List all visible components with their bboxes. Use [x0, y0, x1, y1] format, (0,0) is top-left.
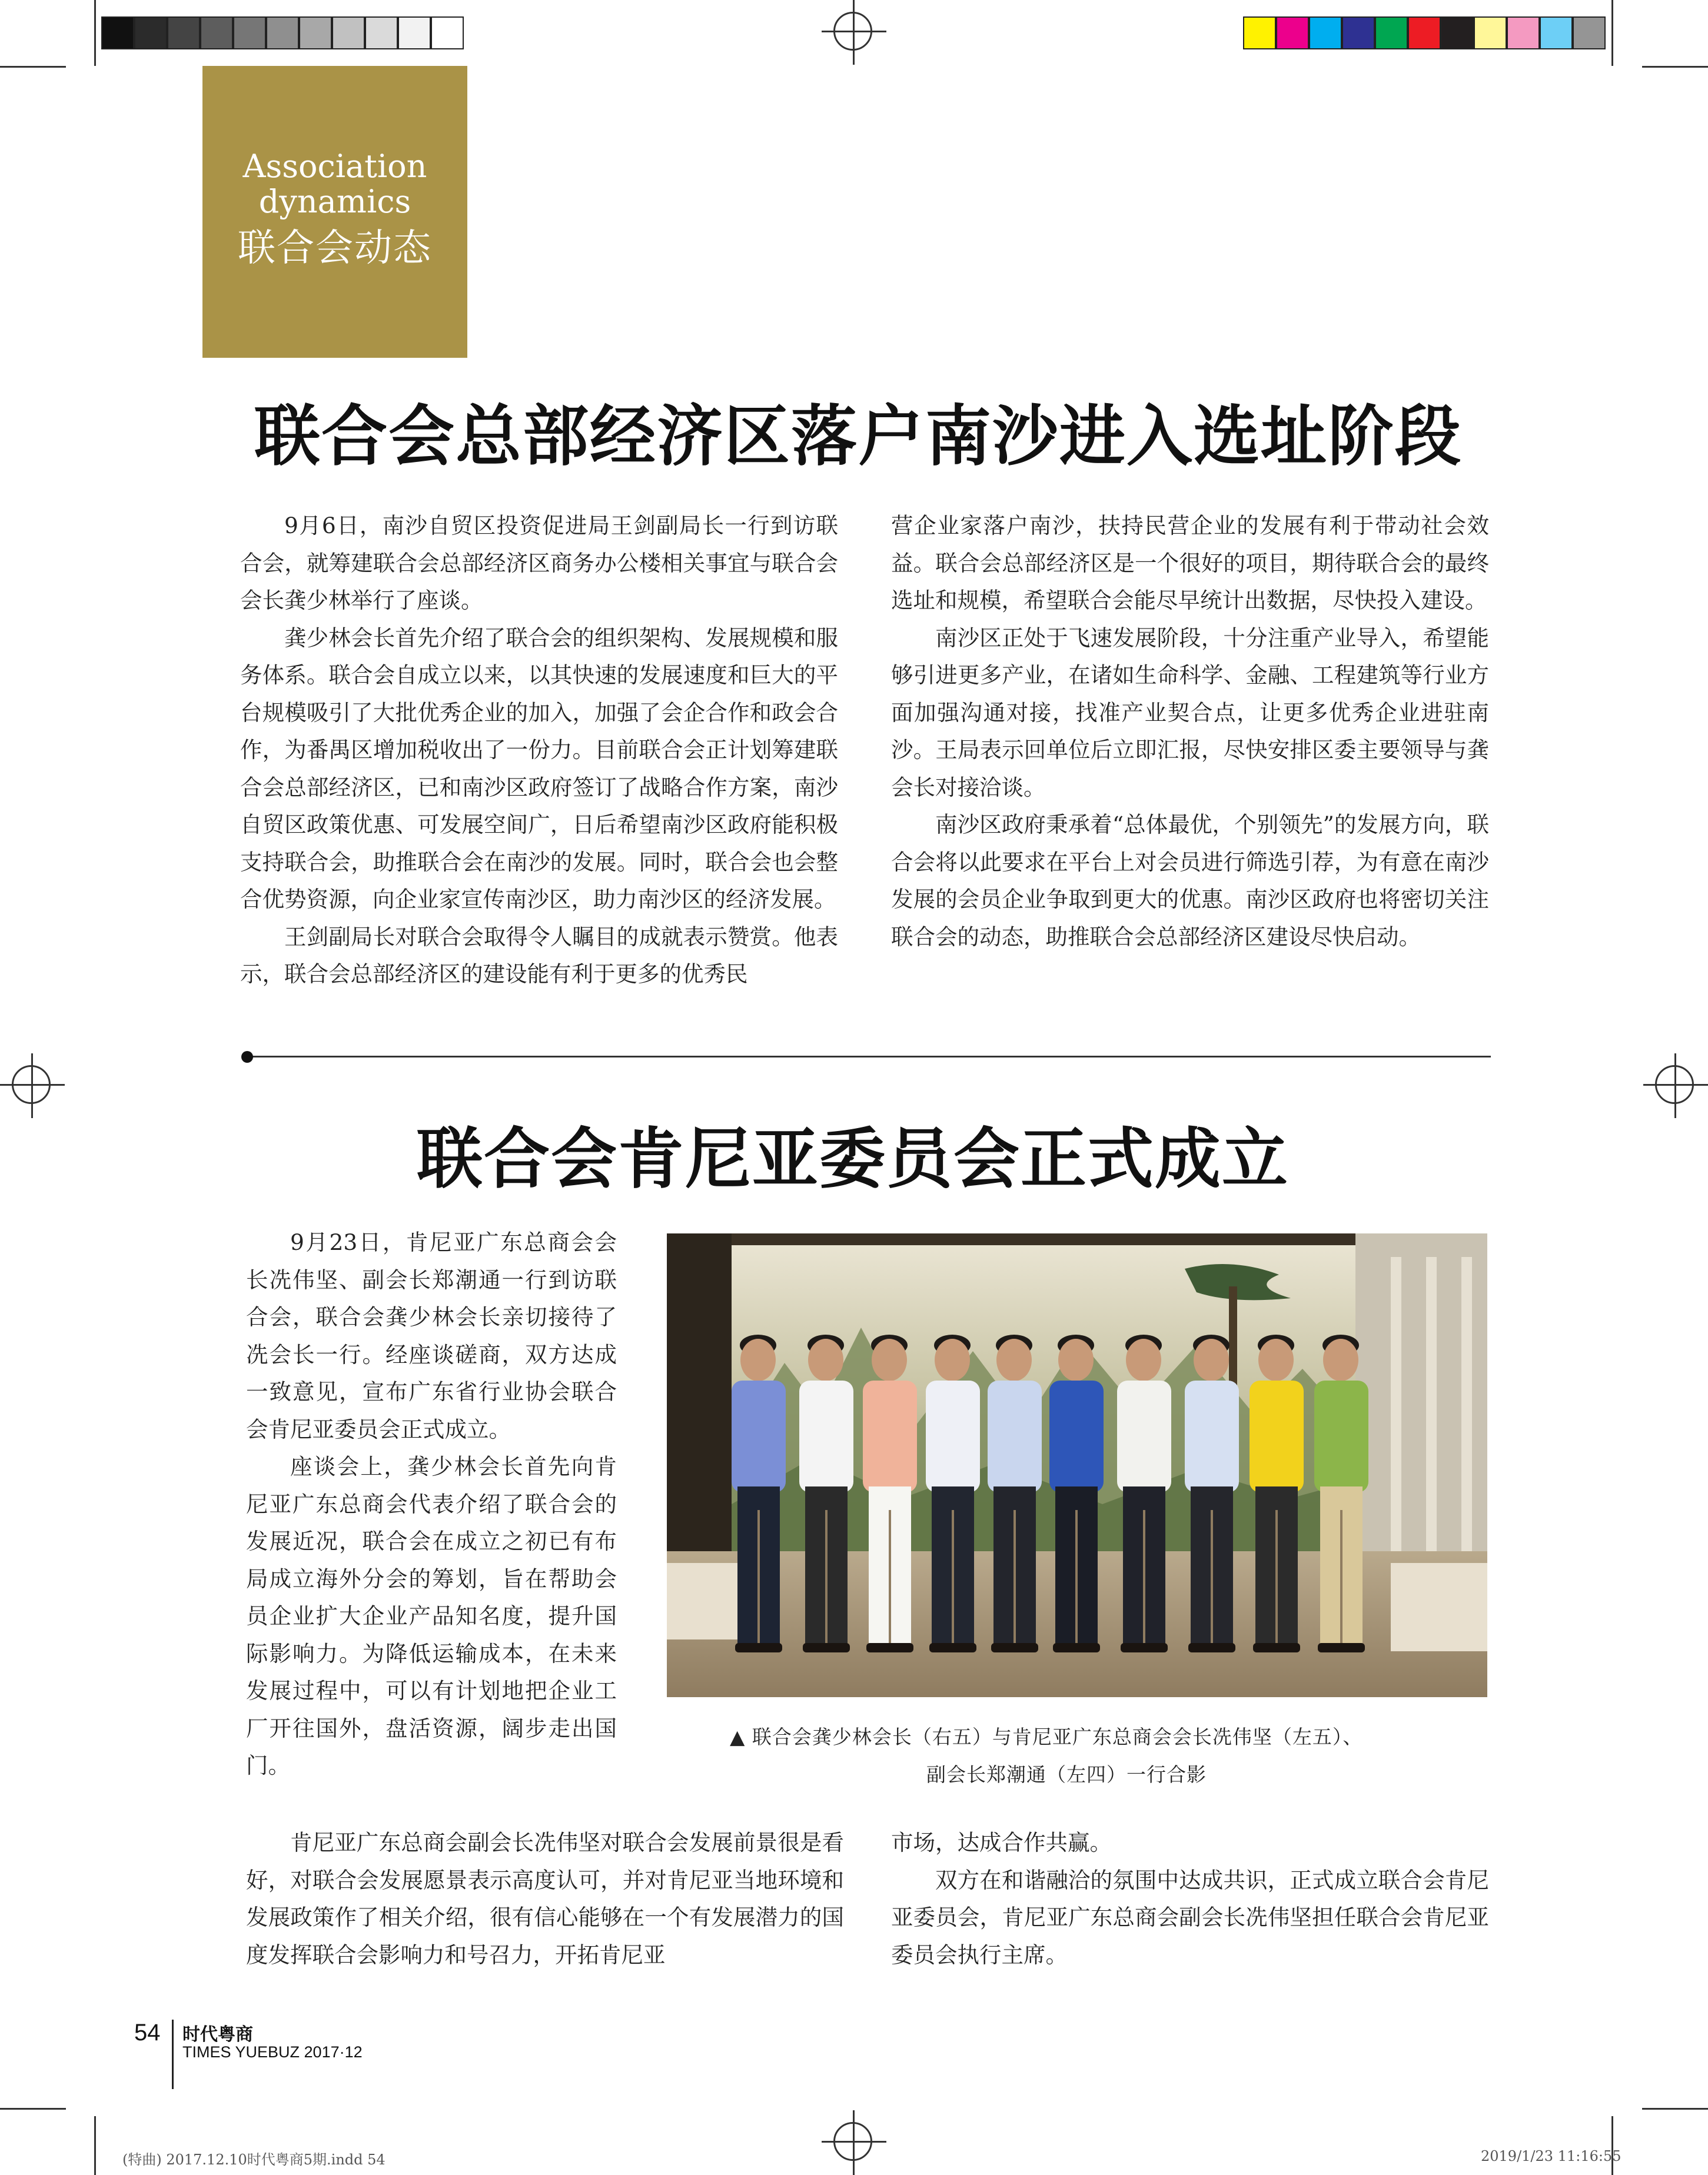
- article2-title: 联合会肯尼亚委员会正式成立: [417, 1120, 1289, 1198]
- registration-mark-right: [1643, 1053, 1708, 1118]
- color-swatch: [1540, 16, 1573, 49]
- paragraph: 双方在和谐融洽的氛围中达成共识，正式成立联合会肯尼亚委员会，肯尼亚广东总商会副会长冼伟坚担任联合会肯尼亚委员会执行主席。: [891, 1867, 1489, 1968]
- paragraph: 市场，达成合作共赢。: [891, 1830, 1112, 1855]
- color-swatch: [1408, 16, 1441, 49]
- color-swatch: [1474, 16, 1507, 49]
- page-number: 54: [134, 2020, 161, 2046]
- paragraph: 9月23日，肯尼亚广东总商会会长冼伟坚、副会长郑潮通一行到访联合会，联合会龚少林会长亲切接待了冼会长一行。经座谈磋商，双方达成一致意见，宣布广东省行业协会联合会肯尼亚委员会正式成立。: [246, 1229, 617, 1442]
- section-label-en-line1: Association: [242, 148, 427, 185]
- paragraph: 座谈会上，龚少林会长首先向肯尼亚广东总商会代表介绍了联合会的发展近况，联合会在成立之初已有布局成立海外分会的筹划，旨在帮助会员企业扩大企业产品知名度，提升国际影响力。为降低运输成本，在未来发展过程中，可以有计划地把企业工厂开往国外，盘活资源，阔步走出国门。: [246, 1454, 617, 1778]
- paragraph: 龚少林会长首先介绍了联合会的组织架构、发展规模和服务体系。联合会自成立以来，以其快速的发展速度和巨大的平台规模吸引了大批优秀企业的加入，加强了会企合作和政会合作，为番禺区增加税收出了一份力。目前联合会正计划筹建联合会总部经济区，已和南沙区政府签订了战略合作方案，南沙自贸区政策优惠、可发展空间广，日后希望南沙区政府能积极支持联合会，助推联合会在南沙的发展。同时，联合会也会整合优势资源，向企业家宣传南沙区，助力南沙区的经济发展。: [240, 624, 838, 912]
- photo-caption-line2: 副会长郑潮通（左四）一行合影: [926, 1763, 1207, 1786]
- photo-person: [988, 1335, 1042, 1652]
- color-swatch: [1507, 16, 1540, 49]
- crop-mark-tr-h: [1642, 66, 1708, 68]
- crop-mark-tl-h: [0, 66, 66, 68]
- section-label-block: [202, 66, 467, 358]
- article1-col1: [240, 507, 838, 993]
- color-swatch: [332, 16, 365, 49]
- color-swatch: [1573, 16, 1606, 49]
- photo-person: [1250, 1335, 1304, 1652]
- photo-person: [732, 1335, 786, 1652]
- color-swatch: [398, 16, 431, 49]
- crop-mark-br-h: [1642, 2108, 1708, 2110]
- section-label-en-line2: dynamics: [258, 183, 411, 220]
- group-photo: [667, 1233, 1487, 1697]
- color-swatch: [134, 16, 167, 49]
- paragraph: 营企业家落户南沙，扶持民营企业的发展有利于带动社会效益。联合会总部经济区是一个很好的项目，期待联合会的最终选址和规模，希望联合会能尽早统计出数据，尽快投入建设。: [891, 513, 1489, 613]
- paragraph: 王剑副局长对联合会取得令人瞩目的成就表示赞赏。他表示，联合会总部经济区的建设能有利于更多的优秀民: [240, 923, 838, 987]
- article-divider: [246, 1056, 1491, 1057]
- article2-side-column: [246, 1224, 617, 1785]
- color-swatch: [299, 16, 332, 49]
- article1-col2: [891, 507, 1489, 956]
- color-swatch: [1342, 16, 1375, 49]
- slug-timestamp: 2019/1/23 11:16:55: [1481, 2148, 1621, 2164]
- magazine-name-en: TIMES YUEBUZ 2017·12: [182, 2043, 363, 2061]
- paragraph: 9月6日，南沙自贸区投资促进局王剑副局长一行到访联合会，就筹建联合会总部经济区商务办公楼相关事宜与联合会会长龚少林举行了座谈。: [240, 513, 838, 613]
- paragraph: 南沙区政府秉承着“总体最优，个别领先”的发展方向，联合会将以此要求在平台上对会员进行筛选引荐，为有意在南沙发展的会员企业争取到更大的优惠。南沙区政府也将密切关注联合会的动态，助推联合会总部经济区建设尽快启动。: [891, 812, 1489, 950]
- paragraph: 南沙区正处于飞速发展阶段，十分注重产业导入，希望能够引进更多产业，在诸如生命科学、金融、工程建筑等行业方面加强沟通对接，找准产业契合点，让更多优秀企业进驻南沙。王局表示回单位后立即汇报，尽快安排区委主要领导与龚会长对接洽谈。: [891, 624, 1489, 800]
- section-label-zh: 联合会动态: [238, 227, 432, 270]
- color-swatch: [365, 16, 398, 49]
- grayscale-bar: [101, 16, 464, 49]
- photo-person: [799, 1335, 853, 1652]
- divider-dot: [241, 1051, 253, 1063]
- crop-mark-bl-h: [0, 2108, 66, 2110]
- crop-mark-br-v: [1611, 2116, 1613, 2175]
- color-swatch: [1375, 16, 1408, 49]
- photo-person: [1049, 1335, 1104, 1652]
- color-swatch: [200, 16, 233, 49]
- crop-mark-tl-v: [94, 0, 96, 66]
- color-swatch: [1276, 16, 1309, 49]
- color-swatch: [233, 16, 266, 49]
- paragraph: 肯尼亚广东总商会副会长冼伟坚对联合会发展前景很是看好，对联合会发展愿景表示高度认可，并对肯尼亚当地环境和发展政策作了相关介绍，很有信心能够在一个有发展潜力的国度发挥联合会影响力和号召力，开拓肯尼亚: [246, 1830, 844, 1968]
- photo-person: [863, 1335, 917, 1652]
- article1-title: 联合会总部经济区落户南沙进入选址阶段: [254, 398, 1462, 475]
- photo-person: [1117, 1335, 1171, 1652]
- color-swatch: [431, 16, 464, 49]
- article2-bottom-col2: [891, 1824, 1489, 1974]
- photo-person: [1314, 1335, 1368, 1652]
- crop-mark-tr-v: [1611, 0, 1613, 66]
- color-swatch: [1243, 16, 1276, 49]
- color-swatch: [1309, 16, 1342, 49]
- article2-bottom-col1: [246, 1824, 844, 1974]
- folio-divider: [172, 2020, 174, 2089]
- magazine-name-zh: 时代粤商: [182, 2024, 253, 2045]
- registration-mark-left: [0, 1053, 65, 1118]
- color-swatch: [101, 16, 134, 49]
- registration-mark-top: [822, 0, 886, 65]
- photo-person: [1185, 1335, 1239, 1652]
- color-swatch: [167, 16, 200, 49]
- crop-mark-bl-v: [94, 2116, 96, 2175]
- photo-caption-line1: ▲ 联合会龚少林会长（右五）与肯尼亚广东总商会会长冼伟坚（左五）、: [730, 1725, 1363, 1748]
- slug-file-info: (特曲) 2017.12.10时代粤商5期.indd 54: [122, 2151, 386, 2168]
- photo-person: [926, 1335, 980, 1652]
- registration-mark-bottom: [822, 2110, 886, 2175]
- color-bar: [1243, 16, 1606, 49]
- color-swatch: [1441, 16, 1474, 49]
- color-swatch: [266, 16, 299, 49]
